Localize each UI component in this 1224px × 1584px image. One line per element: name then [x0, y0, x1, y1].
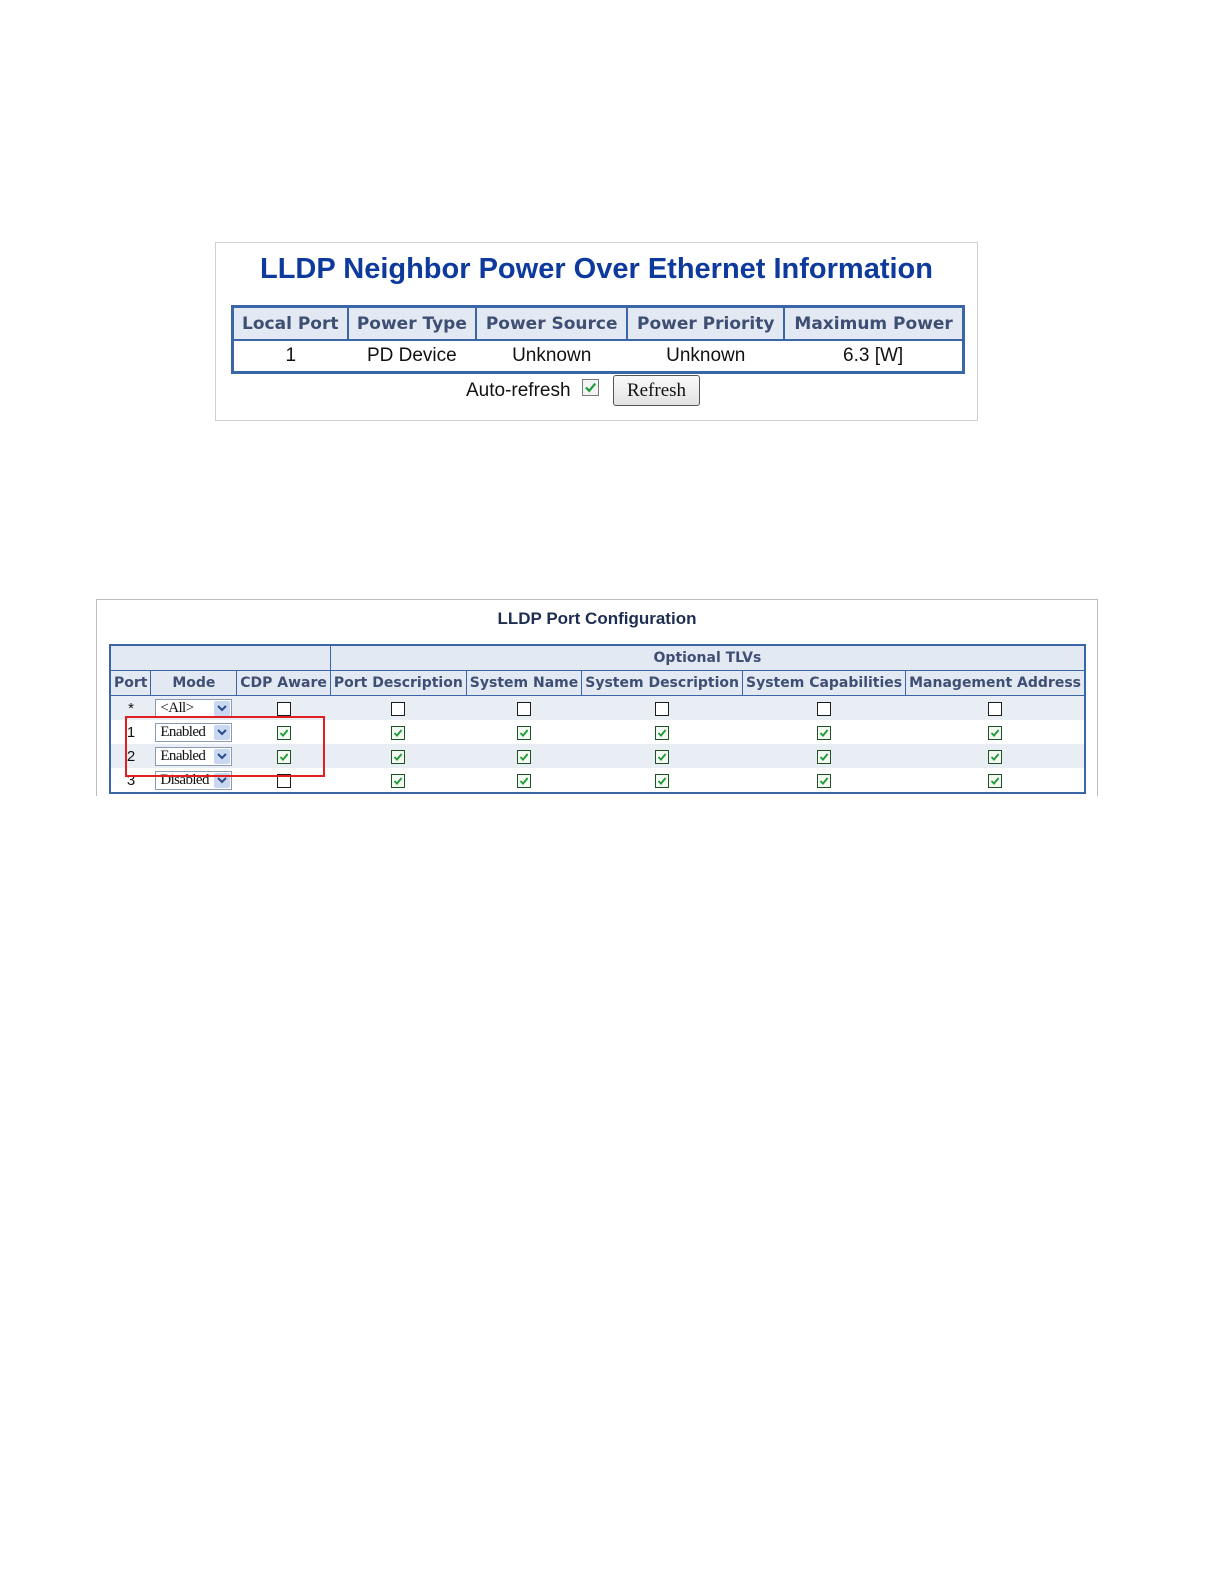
check-icon [990, 728, 1000, 738]
check-icon [393, 776, 403, 786]
cell-mode [151, 720, 237, 744]
system-capabilities-checkbox[interactable] [817, 774, 831, 788]
cell-management-address [906, 720, 1085, 744]
cell-maximum-power: 6.3 [W] [784, 340, 963, 373]
port-config-body [110, 696, 1085, 794]
cell-system-capabilities [743, 720, 906, 744]
system-capabilities-checkbox[interactable] [817, 750, 831, 764]
cell-system-description [582, 696, 743, 721]
column-header-power-type: Power Type [348, 307, 477, 341]
port-description-checkbox[interactable] [391, 750, 405, 764]
column-header-power-priority: Power Priority [627, 307, 784, 341]
check-icon [519, 728, 529, 738]
check-icon [990, 776, 1000, 786]
column-header-mode: Mode [151, 671, 237, 696]
check-icon [819, 728, 829, 738]
system-name-checkbox[interactable] [517, 774, 531, 788]
check-icon [819, 776, 829, 786]
config-page-title: LLDP Port Configuration [497, 609, 697, 628]
system-capabilities-checkbox[interactable] [817, 702, 831, 716]
cell-cdp-aware [237, 768, 331, 793]
dropdown-button[interactable] [214, 725, 230, 740]
cell-port: 3 [110, 768, 151, 793]
mode-select[interactable] [155, 723, 232, 742]
poe-info-panel [215, 242, 978, 421]
cell-system-capabilities [743, 696, 906, 721]
cell-system-description [582, 768, 743, 793]
cell-local-port: 1 [233, 340, 348, 373]
check-icon [519, 776, 529, 786]
chevron-down-icon [217, 705, 227, 712]
mode-select-value: Enabled [160, 723, 206, 740]
column-header-system-name: System Name [466, 671, 581, 696]
table-row [110, 744, 1085, 768]
cell-management-address [906, 744, 1085, 768]
auto-refresh-label: Auto-refresh [466, 380, 571, 401]
system-description-checkbox[interactable] [655, 750, 669, 764]
management-address-checkbox[interactable] [988, 702, 1002, 716]
column-header-power-source: Power Source [476, 307, 627, 341]
poe-table [231, 305, 965, 374]
cell-port: 2 [110, 744, 151, 768]
management-address-checkbox[interactable] [988, 750, 1002, 764]
mode-select-value: Enabled [160, 747, 206, 764]
column-header-port: Port [110, 671, 151, 696]
port-description-checkbox[interactable] [391, 702, 405, 716]
table-row [110, 696, 1085, 721]
column-header-cdp-aware: CDP Aware [237, 671, 331, 696]
lldp-port-config-panel [96, 599, 1098, 796]
cell-system-name [466, 744, 581, 768]
dropdown-button[interactable] [214, 701, 230, 716]
system-name-checkbox[interactable] [517, 726, 531, 740]
cell-power-priority: Unknown [627, 340, 784, 373]
column-header-system-capabilities: System Capabilities [743, 671, 906, 696]
system-description-checkbox[interactable] [655, 726, 669, 740]
cell-port: 1 [110, 720, 151, 744]
management-address-checkbox[interactable] [988, 774, 1002, 788]
cell-cdp-aware [237, 696, 331, 721]
system-capabilities-checkbox[interactable] [817, 726, 831, 740]
system-name-checkbox[interactable] [517, 750, 531, 764]
cell-management-address [906, 768, 1085, 793]
mode-select[interactable] [155, 747, 232, 766]
cell-port-description [330, 720, 466, 744]
cell-cdp-aware [237, 720, 331, 744]
table-row [233, 340, 964, 373]
system-description-checkbox[interactable] [655, 774, 669, 788]
column-header-management-address: Management Address [906, 671, 1085, 696]
dropdown-button[interactable] [214, 773, 230, 788]
cell-mode [151, 696, 237, 721]
refresh-button[interactable]: Refresh [613, 375, 700, 406]
check-icon [657, 728, 667, 738]
cell-system-capabilities [743, 744, 906, 768]
chevron-down-icon [217, 729, 227, 736]
cell-power-type: PD Device [348, 340, 477, 373]
poe-page-title: LLDP Neighbor Power Over Ethernet Information [260, 253, 933, 285]
column-header-system-description: System Description [582, 671, 743, 696]
check-icon [657, 752, 667, 762]
cell-port: * [110, 696, 151, 721]
column-header-port-description: Port Description [330, 671, 466, 696]
check-icon [279, 752, 289, 762]
cell-system-description [582, 744, 743, 768]
dropdown-button[interactable] [214, 749, 230, 764]
system-name-checkbox[interactable] [517, 702, 531, 716]
cell-cdp-aware [237, 744, 331, 768]
group-header-optional-tlvs: Optional TLVs [330, 645, 1085, 671]
mode-select[interactable] [155, 699, 232, 718]
group-header-row [110, 645, 1085, 671]
mode-select[interactable] [155, 771, 232, 790]
table-row [110, 768, 1085, 793]
check-icon [657, 776, 667, 786]
column-header-maximum-power: Maximum Power [784, 307, 963, 341]
check-icon [583, 380, 598, 395]
auto-refresh-checkbox[interactable] [582, 379, 599, 396]
cdp-aware-checkbox[interactable] [277, 726, 291, 740]
group-header-blank [110, 645, 330, 671]
refresh-controls [216, 374, 977, 410]
cell-system-capabilities [743, 768, 906, 793]
cell-port-description [330, 744, 466, 768]
cell-power-source: Unknown [476, 340, 627, 373]
cdp-aware-checkbox[interactable] [277, 702, 291, 716]
cell-management-address [906, 696, 1085, 721]
check-icon [279, 728, 289, 738]
mode-select-value: Disabled [160, 771, 209, 788]
management-address-checkbox[interactable] [988, 726, 1002, 740]
cell-mode [151, 744, 237, 768]
check-icon [393, 728, 403, 738]
column-header-row [110, 671, 1085, 696]
cell-system-name [466, 720, 581, 744]
cdp-aware-checkbox[interactable] [277, 774, 291, 788]
cell-mode [151, 768, 237, 793]
port-description-checkbox[interactable] [391, 774, 405, 788]
chevron-down-icon [217, 777, 227, 784]
check-icon [819, 752, 829, 762]
check-icon [393, 752, 403, 762]
table-row [110, 720, 1085, 744]
chevron-down-icon [217, 753, 227, 760]
system-description-checkbox[interactable] [655, 702, 669, 716]
check-icon [990, 752, 1000, 762]
mode-select-value: <All> [160, 699, 194, 716]
cell-system-name [466, 768, 581, 793]
port-config-table [109, 644, 1086, 794]
cell-port-description [330, 696, 466, 721]
cdp-aware-checkbox[interactable] [277, 750, 291, 764]
poe-header-row [233, 307, 964, 341]
check-icon [519, 752, 529, 762]
column-header-local-port: Local Port [233, 307, 348, 341]
port-description-checkbox[interactable] [391, 726, 405, 740]
cell-port-description [330, 768, 466, 793]
cell-system-name [466, 696, 581, 721]
cell-system-description [582, 720, 743, 744]
